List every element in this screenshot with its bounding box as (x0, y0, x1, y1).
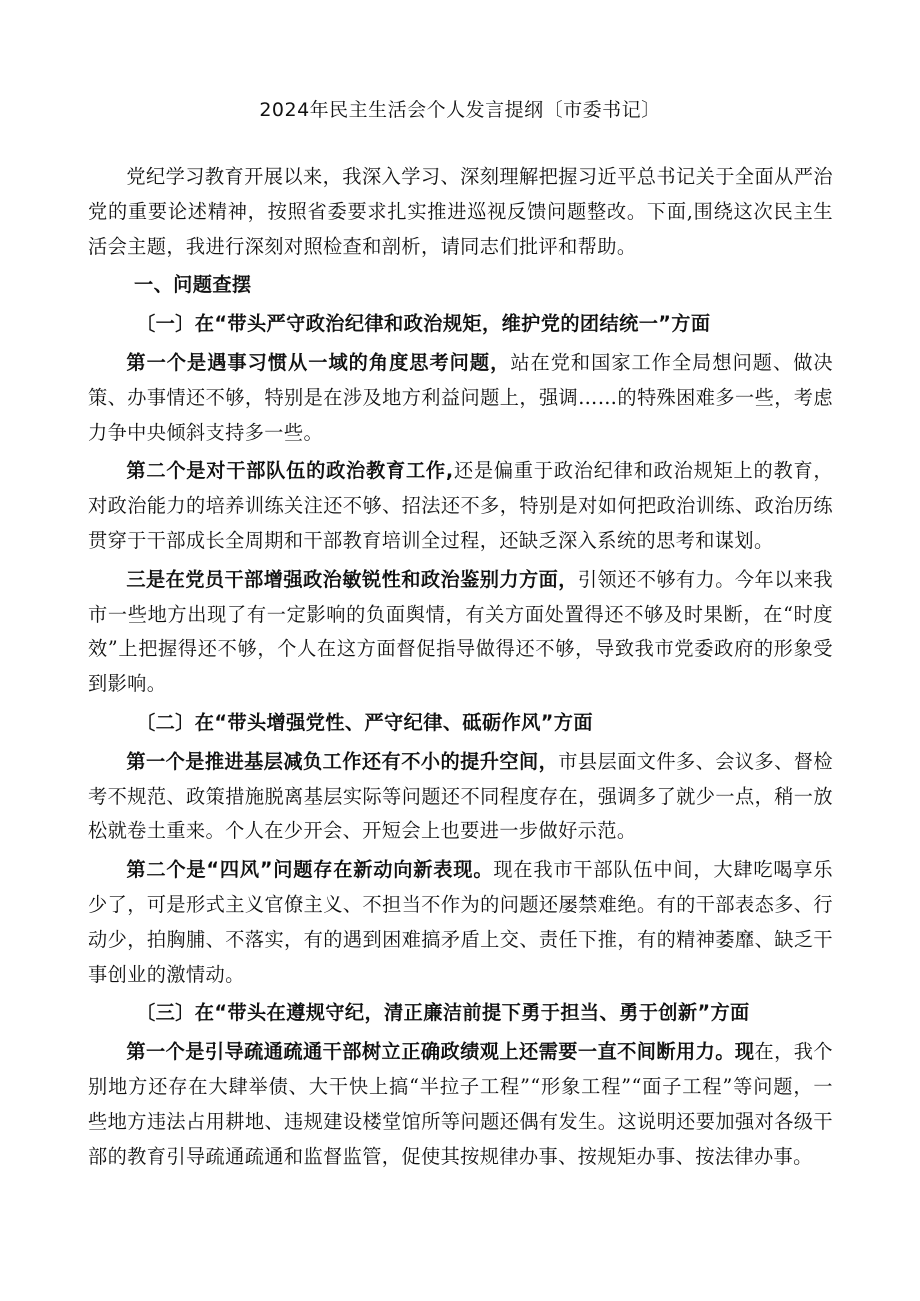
paragraph-1-3 (88, 563, 833, 702)
paragraph-text: 在，我个别地方还存在大肆举债、大干快上搞“半拉子工程”“形象工程”“面子工程”等问题，一些地方违法占用耕地、违规建设楼堂馆所等问题还偶有发生。这说明还要加强对各级干部的教育引导疏通疏通和监督监管，促使其按规律办事、按规矩办事、按法律办事。 (88, 1040, 833, 1168)
paragraph-lead: 第一个是遇事习惯从一域的角度思考问题， (126, 350, 511, 374)
paragraph-lead: 第二个是“四风”问题存在新动向新表现。 (126, 858, 494, 882)
paragraph-lead: 三是在党员干部增强政治敏锐性和政治鉴别力方面， (126, 567, 578, 591)
paragraph-3-1 (88, 1035, 833, 1174)
paragraph-lead: 第一个是推进基层减负工作还有不小的提升空间， (126, 749, 559, 773)
paragraph-text: 还是偏重于政治纪律和政治规矩上的教育，对政治能力的培养训练关注还不够、招法还不多，特别是对如何把政治训练、政治历练贯穿于干部成长全周期和干部教育培训全过程，还缺乏深入系统的思考和谋划。 (88, 459, 833, 552)
document-title: 2024年民主生活会个人发言提纲〔市委书记〕 (259, 99, 661, 121)
section-heading-problems: 一、问题查摆 (134, 273, 252, 297)
paragraph-text: 引领还不够有力。今年以来我市一些地方出现了有一定影响的负面舆情，有关方面处置得还不够及时果断，在“时度效”上把握得还不够，个人在这方面督促指导做得还不够，导致我市党委政府的形象受到影响。 (88, 567, 833, 696)
paragraph-1-2 (88, 454, 833, 558)
subsection-heading-1: 〔一〕在“带头严守政治纪律和政治规矩，维护党的团结统一”方面 (136, 312, 711, 336)
paragraph-text: 站在党和国家工作全局想问题、做决策、办事情还不够，特别是在涉及地方利益问题上，强调……的特殊困难多一些，考虑力争中央倾斜支持多一些。 (88, 350, 833, 444)
intro-paragraph: 党纪学习教育开展以来，我深入学习、深刻理解把握习近平总书记关于全面从严治党的重要论述精神，按照省委要求扎实推进巡视反馈问题整改。下面,围绕这次民主生活会主题，我进行深刻对照检查和剖析，请同志们批评和帮助。 (88, 165, 833, 258)
paragraph-text: 现在我市干部队伍中间，大肆吃喝享乐少了，可是形式主义官僚主义、不担当不作为的问题还屡禁难绝。有的干部表态多、行动少，拍胸脯、不落实，有的遇到困难搞矛盾上交、责任下推，有的精神萎靡、缺乏干事创业的激情动。 (88, 858, 833, 986)
paragraph-1-1 (88, 346, 833, 450)
paragraph-2-2 (88, 853, 833, 992)
paragraph-text: 市县层面文件多、会议多、督检考不规范、政策措施脱离基层实际等问题还不同程度存在，强调多了就少一点，稍一放松就卷土重来。个人在少开会、开短会上也要进一步做好示范。 (88, 749, 833, 843)
subsection-heading-3: 〔三〕在“带头在遵规守纪，清正廉洁前提下勇于担当、勇于创新”方面 (136, 1001, 750, 1025)
document-body (88, 160, 833, 1178)
paragraph-lead: 第一个是引导疏通疏通干部树立正确政绩观上还需要一直不间断用力。现 (126, 1040, 755, 1064)
paragraph-2-1 (88, 745, 833, 849)
paragraph-lead: 第二个是对干部队伍的政治教育工作, (126, 459, 454, 483)
subsection-heading-2: 〔二〕在“带头增强党性、严守纪律、砥砺作风”方面 (136, 710, 593, 734)
